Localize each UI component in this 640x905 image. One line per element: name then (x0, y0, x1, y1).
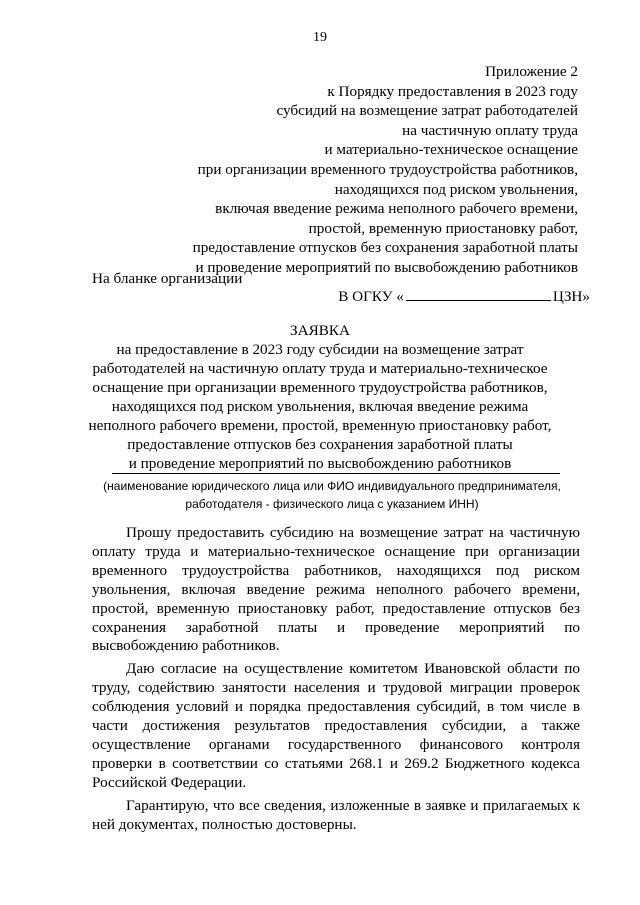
letterhead-note: На бланке организации (92, 270, 243, 287)
addressee-blank-line (406, 288, 551, 301)
paragraph-request: Прошу предоставить субсидию на возмещение затрат на частичную оплату труда и материально-техническое оснащение при организации временного трудоустройства работников, находящихся под риском увольнения, включая введение режима неполного рабочего времени, простой, временную приостановку работ, предоставление отпусков без сохранения заработной платы и проведение мероприятий по высвобождению работников. (92, 524, 580, 655)
appendix-line: при организации временного трудоустройства работников, (197, 160, 578, 178)
appendix-line: включая введение режима неполного рабочего времени, (215, 200, 578, 218)
body-text (92, 524, 580, 839)
title-line: неполного рабочего времени, простой, временную приостановку работ, (88, 417, 552, 434)
appendix-line: простой, временную приостановку работ, (308, 219, 578, 237)
appendix-line: к Порядку предоставления в 2023 году (327, 82, 578, 100)
appendix-line: предоставление отпусков без сохранения заработной платы (192, 239, 578, 257)
page-number: 19 (313, 30, 327, 45)
addressee-suffix: ЦЗН» (552, 288, 590, 305)
title-line: и проведение мероприятий по высвобождению работников (128, 455, 512, 472)
appendix-line: и проведение мероприятий по высвобождению работников (195, 258, 578, 276)
appendix-line: субсидий на возмещение затрат работодателей (276, 102, 578, 120)
title-line: работодателей на частичную оплату труда и материально-техническое (92, 360, 548, 377)
paragraph-guarantee: Гарантирую, что все сведения, изложенные в заявке и прилагаемых к ней документах, полностью достоверны. (92, 796, 580, 833)
addressee (338, 288, 590, 306)
applicant-name-line (112, 473, 560, 474)
paragraph-consent: Даю согласие на осуществление комитетом Ивановской области по труду, содействию занятости населения и трудовой миграции проверок соблюдения условий и порядка предоставления субсидий, в том числе в части достижения результатов предоставления субсидии, а также осуществление органами государственного финансового контроля проверки в соответствии со статьями 268.1 и 269.2 Бюджетного кодекса Российской Федерации. (92, 660, 580, 791)
appendix-line: находящихся под риском увольнения, (334, 180, 578, 198)
title-heading: ЗАЯВКА (290, 322, 350, 339)
appendix-header (193, 62, 578, 278)
title-line: оснащение при организации временного трудоустройства работников, (92, 379, 548, 396)
caption-line: (наименование юридического лица или ФИО индивидуального предпринимателя, (103, 479, 561, 493)
appendix-line: Приложение 2 (485, 63, 578, 80)
title-line: на предоставление в 2023 году субсидии на возмещение затрат (116, 341, 524, 358)
addressee-prefix: В ОГКУ « (338, 288, 404, 305)
title-line: находящихся под риском увольнения, включая введение режима (111, 398, 529, 415)
document-title (0, 321, 640, 473)
caption-line: работодателя - физического лица с указанием ИНН) (185, 497, 479, 511)
title-line: предоставление отпусков без сохранения заработной платы (127, 436, 513, 453)
applicant-caption (92, 477, 572, 513)
appendix-line: на частичную оплату труда (402, 121, 578, 139)
appendix-line: и материально-техническое оснащение (324, 141, 578, 159)
